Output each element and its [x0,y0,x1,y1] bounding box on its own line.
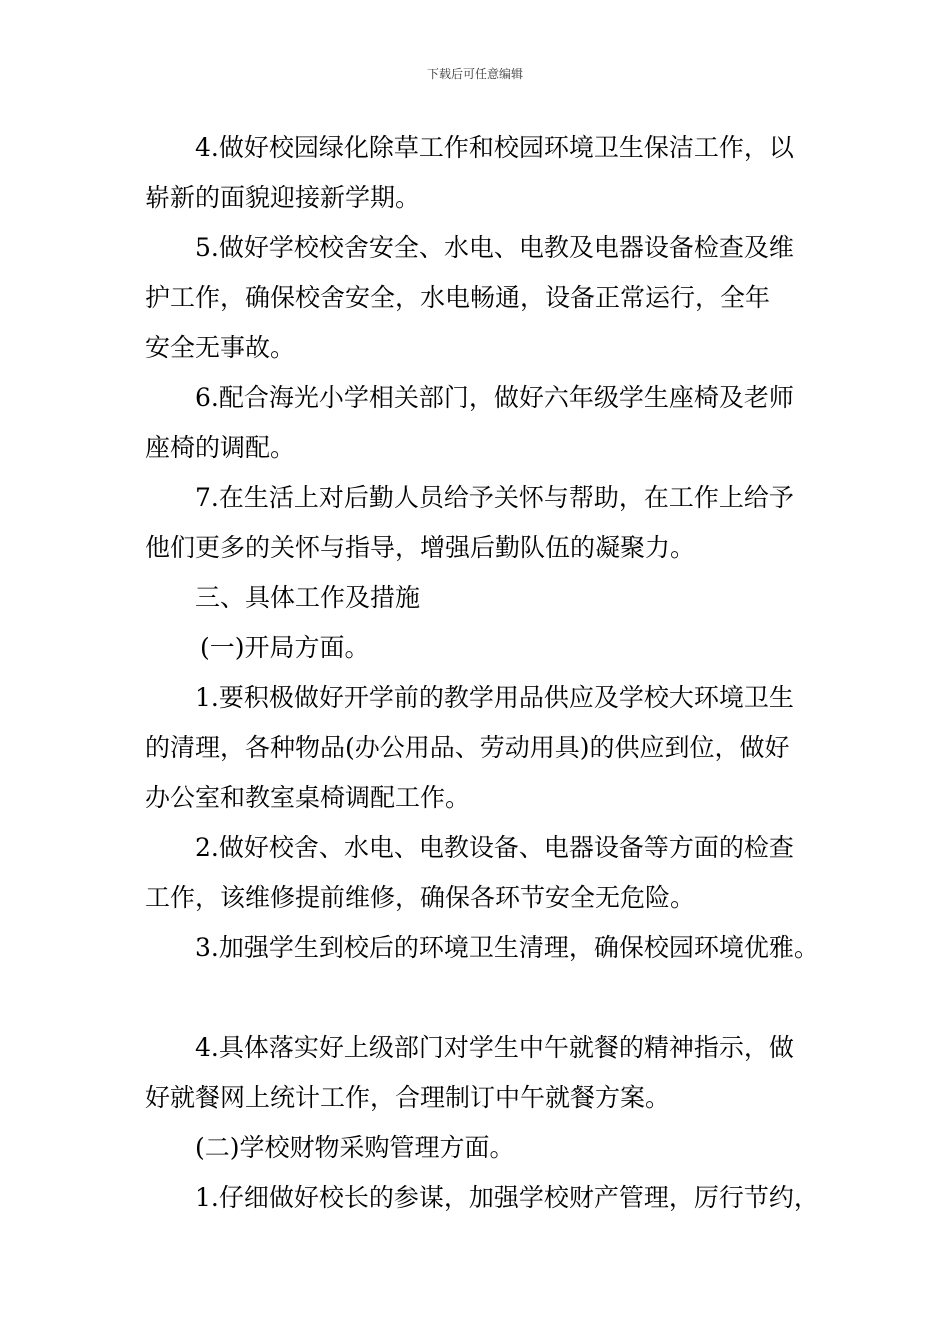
paragraph-line: 办公室和教室桌椅调配工作。 [145,783,471,812]
paragraph-line: 2.做好校舍、水电、电教设备、电器设备等方面的检查 [195,833,794,862]
paragraph-line: 4.做好校园绿化除草工作和校园环境卫生保洁工作，以 [195,133,794,162]
subsection-heading: (一)开局方面。 [200,633,370,662]
paragraph-line: 安全无事故。 [145,333,296,362]
paragraph-line: 5.做好学校校舍安全、水电、电教及电器设备检查及维 [195,233,794,262]
paragraph-line: 的清理，各种物品(办公用品、劳动用具)的供应到位，做好 [145,733,790,762]
paragraph-line: 1.仔细做好校长的参谋，加强学校财产管理，厉行节约， [195,1183,819,1212]
paragraph-line: 1.要积极做好开学前的教学用品供应及学校大环境卫生 [195,683,794,712]
paragraph-line: 他们更多的关怀与指导，增强后勤队伍的凝聚力。 [145,533,696,562]
paragraph-line: 座椅的调配。 [145,433,296,462]
paragraph-line: 6.配合海光小学相关部门，做好六年级学生座椅及老师 [195,383,794,412]
subsection-heading: (二)学校财物采购管理方面。 [195,1133,515,1162]
paragraph-line: 4.具体落实好上级部门对学生中午就餐的精神指示，做 [195,1033,794,1062]
paragraph-line: 好就餐网上统计工作，合理制订中午就餐方案。 [145,1083,671,1112]
paragraph-line: 工作，该维修提前维修，确保各环节安全无危险。 [145,883,696,912]
paragraph-line: 3.加强学生到校后的环境卫生清理，确保校园环境优雅。 [195,933,819,962]
paragraph-line: 崭新的面貌迎接新学期。 [145,183,421,212]
section-heading: 三、具体工作及措施 [195,583,421,612]
paragraph-line: 护工作，确保校舍安全，水电畅通，设备正常运行，全年 [145,283,771,312]
page-header: 下载后可任意编辑 [426,67,523,81]
paragraph-line: 7.在生活上对后勤人员给予关怀与帮助，在工作上给予 [195,483,794,512]
